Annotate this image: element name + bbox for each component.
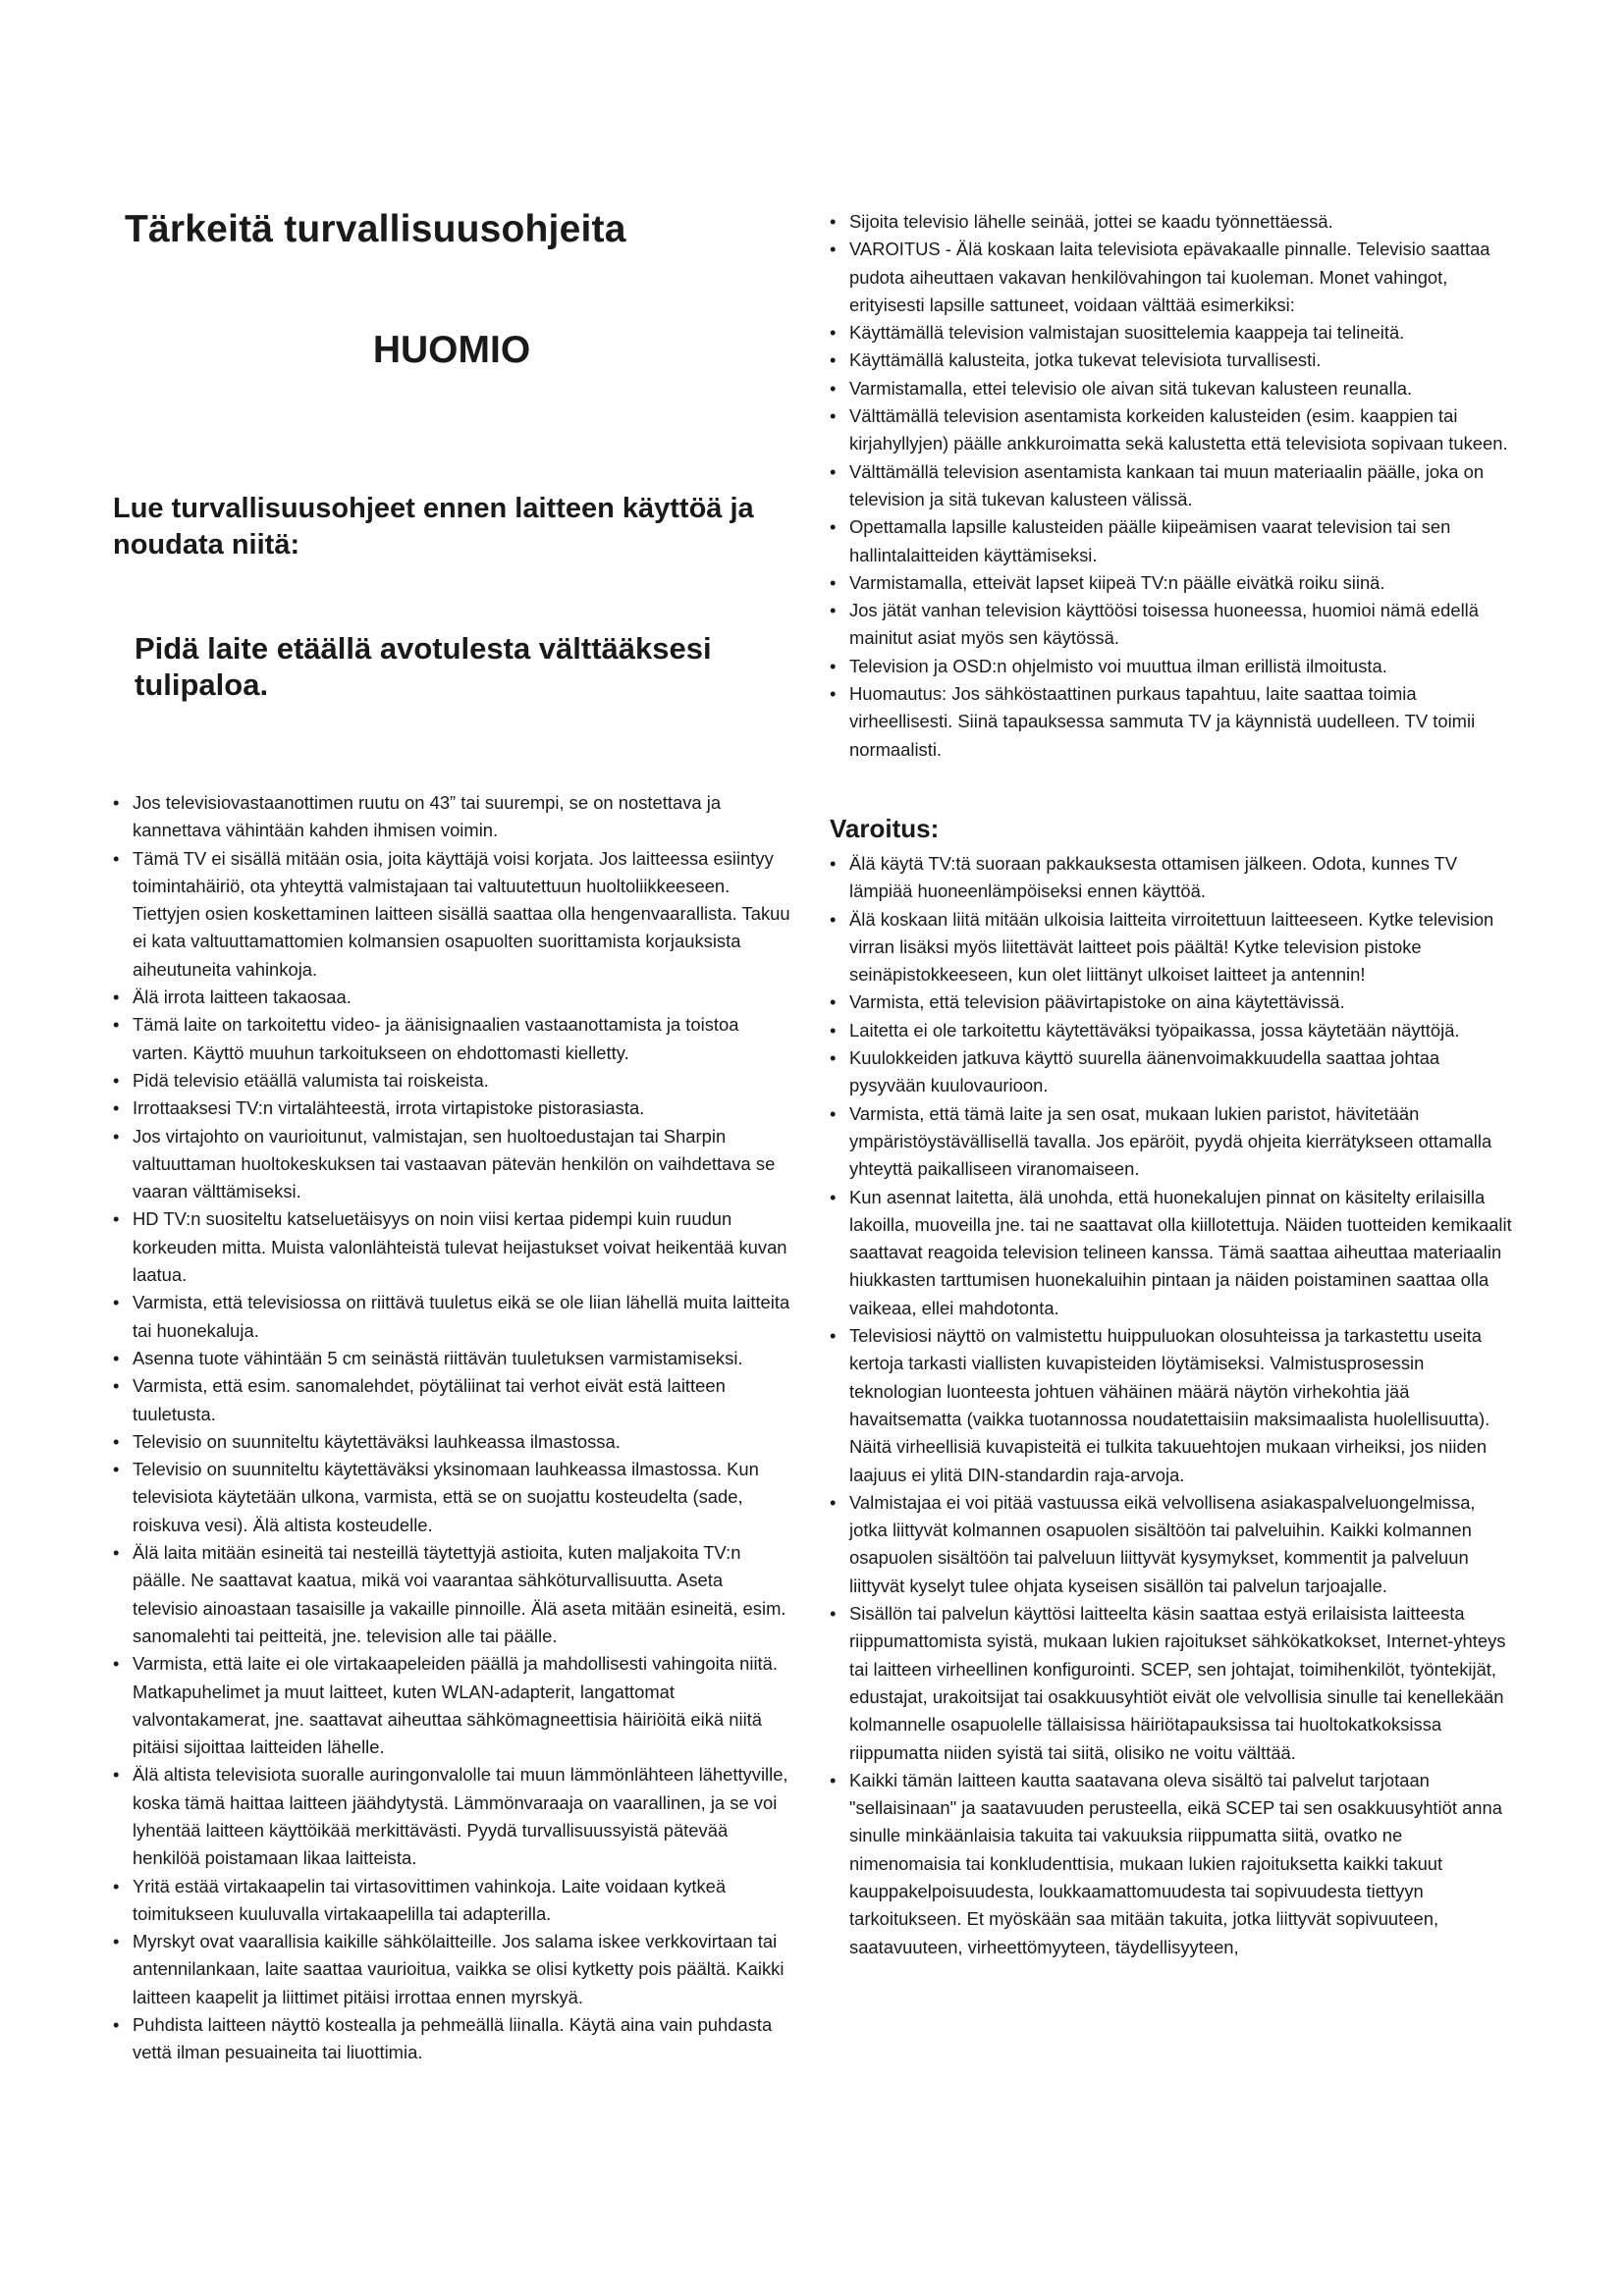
list-item: • Kaikki tämän laitteen kautta saatavana oleva sisältö tai palvelut tarjotaan "sellaisinaan" ja saatavuuden perusteella, eikä SCEP tai sen osakkuusyhtiöt anna sinulle minkäänlaisia takuita tai vakuuksia riippumatta siitä, ovatko ne nimenomaisia tai konkludenttisia, mukaan lukien rajoituksetta kaikki takuut kauppakelpoisuudesta, loukkaamattomuudesta tai sopivuudesta tiettyyn tarkoitukseen. Et myöskään saa mitään takuita, jotka liittyvät sopivuuteen, saatavuuteen, virheettömyyteen, täydellisyyteen, [830, 1767, 1517, 1961]
warning-list [830, 850, 1517, 1961]
list-item: • Televisio on suunniteltu käytettäväksi lauhkeassa ilmastossa. [113, 1428, 790, 1456]
list-item: • Television ja OSD:n ohjelmisto voi muuttua ilman erillistä ilmoitusta. [830, 653, 1517, 680]
list-item: • Älä laita mitään esineitä tai nesteillä täytettyjä astioita, kuten maljakoita TV:n päälle. Ne saattavat kaatua, mikä voi vaarantaa sähköturvallisuutta. Aseta televisio ainoastaan tasaisille ja vakaille pinnoille. Älä aseta mitään esineitä, esim. sanomalehti tai peitteitä, jne. television alle tai päälle. [113, 1539, 790, 1650]
list-item: • Varmista, että tämä laite ja sen osat, mukaan lukien paristot, hävitetään ympäristöystävällisellä tavalla. Jos epäröit, pyydä ohjeita kierrätykseen ottamalla yhteyttä paikalliseen viranomaiseen. [830, 1100, 1517, 1184]
list-item: • Pidä televisio etäällä valumista tai roiskeista. [113, 1067, 790, 1095]
list-item: • Sijoita televisio lähelle seinää, jottei se kaadu työnnettäessä. [830, 208, 1517, 236]
list-item: • Yritä estää virtakaapelin tai virtasovittimen vahinkoja. Laite voidaan kytkeä toimitukseen kuuluvalla virtakaapelilla tai adapterilla. [113, 1873, 790, 1929]
list-item: • Varmista, että television päävirtapistoke on aina käytettävissä. [830, 988, 1517, 1016]
list-item: • Tämä TV ei sisällä mitään osia, joita käyttäjä voisi korjata. Jos laitteessa esiintyy toimintahäiriö, ota yhteyttä valmistajaan tai valtuutettuun huoltoliikkeeseen. Tiettyjen osien koskettaminen laitteen sisällä saattaa olla hengenvaarallista. Takuu ei kata valtuuttamattomien kolmansien osapuolten suorittamista korjauksista aiheutuneita vahinkoja. [113, 845, 790, 984]
list-item: • Huomautus: Jos sähköstaattinen purkaus tapahtuu, laite saattaa toimia virheellisesti. Siinä tapauksessa sammuta TV ja käynnistä uudelleen. TV toimii normaalisti. [830, 680, 1517, 764]
notice-heading: HUOMIO [372, 329, 531, 371]
list-item: • Myrskyt ovat vaarallisia kaikille sähkölaitteille. Jos salama iskee verkkovirtaan tai antennilankaan, laite saattaa vaurioitua, vaikka se olisi kytketty pois päältä. Kaikki laitteen kaapelit ja liittimet pitäisi irrottaa ennen myrskyä. [113, 1928, 790, 2011]
list-item: • Laitetta ei ole tarkoitettu käytettäväksi työpaikassa, jossa käytetään näyttöjä. [830, 1017, 1517, 1044]
list-item: • Älä altista televisiota suoralle auringonvalolle tai muun lämmönlähteen lähettyville, koska tämä haittaa laitteen jäähdytystä. Lämmönvaraaja on vaarallinen, ja se voi lyhentää laitteen käyttöikää merkittävästi. Pyydä turvallisuussyistä pätevää henkilöä poistamaan likaa laitteista. [113, 1761, 790, 1872]
list-item: • Asenna tuote vähintään 5 cm seinästä riittävän tuuletuksen varmistamiseksi. [113, 1345, 790, 1372]
list-item: • Jos televisiovastaanottimen ruutu on 43” tai suurempi, se on nostettava ja kannettava vähintään kahden ihmisen voimin. [113, 789, 790, 845]
list-item: • Jos jätät vanhan television käyttöösi toisessa huoneessa, huomioi nämä edellä mainitut asiat myös sen käytössä. [830, 597, 1517, 653]
list-item: • Televisiosi näyttö on valmistettu huippuluokan olosuhteissa ja tarkastettu useita kertoja tarkasti viallisten kuvapisteiden löytämiseksi. Valmistusprosessin teknologian luonteesta johtuen vähäinen määrä näytön virhekohtia jää havaitsematta (vaikka tuotannossa noudatettaisiin maksimaalista huolellisuutta). Näitä virheellisiä kuvapisteitä ei tulkita takuuehtojen mukaan virheiksi, jos niiden laajuus ei ylitä DIN-standardin raja-arvoja. [830, 1322, 1517, 1489]
list-item: • Varmistamalla, etteivät lapset kiipeä TV:n päälle eivätkä roiku siinä. [830, 569, 1517, 597]
list-item: • Jos virtajohto on vaurioitunut, valmistajan, sen huoltoedustajan tai Sharpin valtuuttaman huoltokeskuksen tai vastaavan pätevän henkilön on vaihdettava se vaaran välttämiseksi. [113, 1123, 790, 1206]
list-item: • Opettamalla lapsille kalusteiden päälle kiipeämisen vaarat television tai sen hallintalaitteiden käyttämiseksi. [830, 513, 1517, 569]
warning-heading: Varoitus: [830, 814, 940, 843]
list-item: • HD TV:n suositeltu katseluetäisyys on noin viisi kertaa pidempi kuin ruudun korkeuden mitta. Muista valonlähteistä tulevat heijastukset voivat heikentää kuvan laatua. [113, 1205, 790, 1289]
list-item: • Kuulokkeiden jatkuva käyttö suurella äänenvoimakkuudella saattaa johtaa pysyvään kuulovaurioon. [830, 1044, 1517, 1100]
list-item: • Tämä laite on tarkoitettu video- ja äänisignaalien vastaanottamista ja toistoa varten. Käyttö muuhun tarkoitukseen on ehdottomasti kielletty. [113, 1011, 790, 1067]
instruction-heading: Lue turvallisuusohjeet ennen laitteen käyttöä ja noudata niitä: [113, 493, 754, 561]
list-item: • Välttämällä television asentamista korkeiden kalusteiden (esim. kaappien tai kirjahyllyjen) päälle ankkuroimatta sekä kalustetta että televisiota sopivaan tukeen. [830, 402, 1517, 458]
list-item: • VAROITUS - Älä koskaan laita televisiota epävakaalle pinnalle. Televisio saattaa pudota aiheuttaen vakavan henkilövahingon tai kuoleman. Monet vahingot, erityisesti lapsille sattuneet, voidaan välttää esimerkiksi: [830, 236, 1517, 319]
left-safety-list [113, 789, 790, 2067]
list-item: • Älä käytä TV:tä suoraan pakkauksesta ottamisen jälkeen. Odota, kunnes TV lämpiää huoneenlämpöiseksi ennen käyttöä. [830, 850, 1517, 906]
list-item: • Välttämällä television asentamista kankaan tai muun materiaalin päälle, joka on television ja sitä tukevan kalusteen välissä. [830, 458, 1517, 514]
list-item: • Käyttämällä kalusteita, jotka tukevat televisiota turvallisesti. [830, 347, 1517, 374]
list-item: • Varmista, että televisiossa on riittävä tuuletus eikä se ole liian lähellä muita laitteita tai huonekaluja. [113, 1289, 790, 1345]
list-item: • Älä irrota laitteen takaosaa. [113, 984, 790, 1011]
list-item: • Irrottaaksesi TV:n virtalähteestä, irrota virtapistoke pistorasiasta. [113, 1095, 790, 1122]
list-item: • Varmista, että esim. sanomalehdet, pöytäliinat tai verhot eivät estä laitteen tuuletusta. [113, 1372, 790, 1428]
list-item: • Sisällön tai palvelun käyttösi laitteelta käsin saattaa estyä erilaisista laitteesta riippumattomista syistä, mukaan lukien rajoitukset sähkökatkokset, Internet-yhteys tai laitteen virheellinen konfigurointi. SCEP, sen johtajat, toimihenkilöt, työntekijät, edustajat, urakoitsijat tai osakkuusyhtiöt eivät ole velvollisia sinulle tai kenellekään kolmannelle osapuolelle tällaisissa häiriötapauksissa tai huoltokatkoksissa riippumatta niiden syistä tai siitä, olisiko ne voitu välttää. [830, 1600, 1517, 1767]
list-item: • Varmistamalla, ettei televisio ole aivan sitä tukevan kalusteen reunalla. [830, 375, 1517, 402]
list-item: • Kun asennat laitetta, älä unohda, että huonekalujen pinnat on käsitelty erilaisilla lakoilla, muoveilla jne. tai ne saattavat olla kiillotettuja. Näiden tuotteiden kemikaalit saattavat reagoida television telineen kanssa. Tämä saattaa aiheuttaa materiaalin hiukkasten tarttumisen huonekaluihin pintaan ja näiden poistaminen saattaa olla vaikeaa, ellei mahdotonta. [830, 1184, 1517, 1322]
list-item: • Varmista, että laite ei ole virtakaapeleiden päällä ja mahdollisesti vahingoita niitä. Matkapuhelimet ja muut laitteet, kuten WLAN-adapterit, langattomat valvontakamerat, jne. saattavat aiheuttaa sähkömagneettisia häiriöitä eikä niitä pitäisi sijoittaa laitteiden lähelle. [113, 1650, 790, 1761]
fire-warning-heading: Pidä laite etäällä avotulesta välttääksesi tulipaloa. [135, 631, 712, 702]
page-title: Tärkeitä turvallisuusohjeita [125, 208, 626, 250]
list-item: • Käyttämällä television valmistajan suosittelemia kaappeja tai telineitä. [830, 319, 1517, 347]
list-item: • Puhdista laitteen näyttö kostealla ja pehmeällä liinalla. Käytä aina vain puhdasta vettä ilman pesuaineita tai liuottimia. [113, 2011, 790, 2067]
right-safety-list [830, 208, 1517, 764]
list-item: • Televisio on suunniteltu käytettäväksi yksinomaan lauhkeassa ilmastossa. Kun televisiota käytetään ulkona, varmista, että se on suojattu kosteudelta (sade, roiskuva vesi). Älä altista kosteudelle. [113, 1456, 790, 1539]
list-item: • Valmistajaa ei voi pitää vastuussa eikä velvollisena asiakaspalveluongelmissa, jotka liittyvät kolmannen osapuolen sisältöön tai palveluihin. Kaikki kolmannen osapuolen sisältöön tai palveluun liittyvät kysymykset, kommentit ja palveluun liittyvät kyselyt tulee ohjata kyseisen sisällön tai palvelun tarjoajalle. [830, 1489, 1517, 1600]
list-item: • Älä koskaan liitä mitään ulkoisia laitteita virroitettuun laitteeseen. Kytke television virran lisäksi myös liitettävät laitteet pois päältä! Kytke television pistoke seinäpistokkeeseen, kun olet liittänyt ulkoiset laitteet ja antennin! [830, 906, 1517, 989]
